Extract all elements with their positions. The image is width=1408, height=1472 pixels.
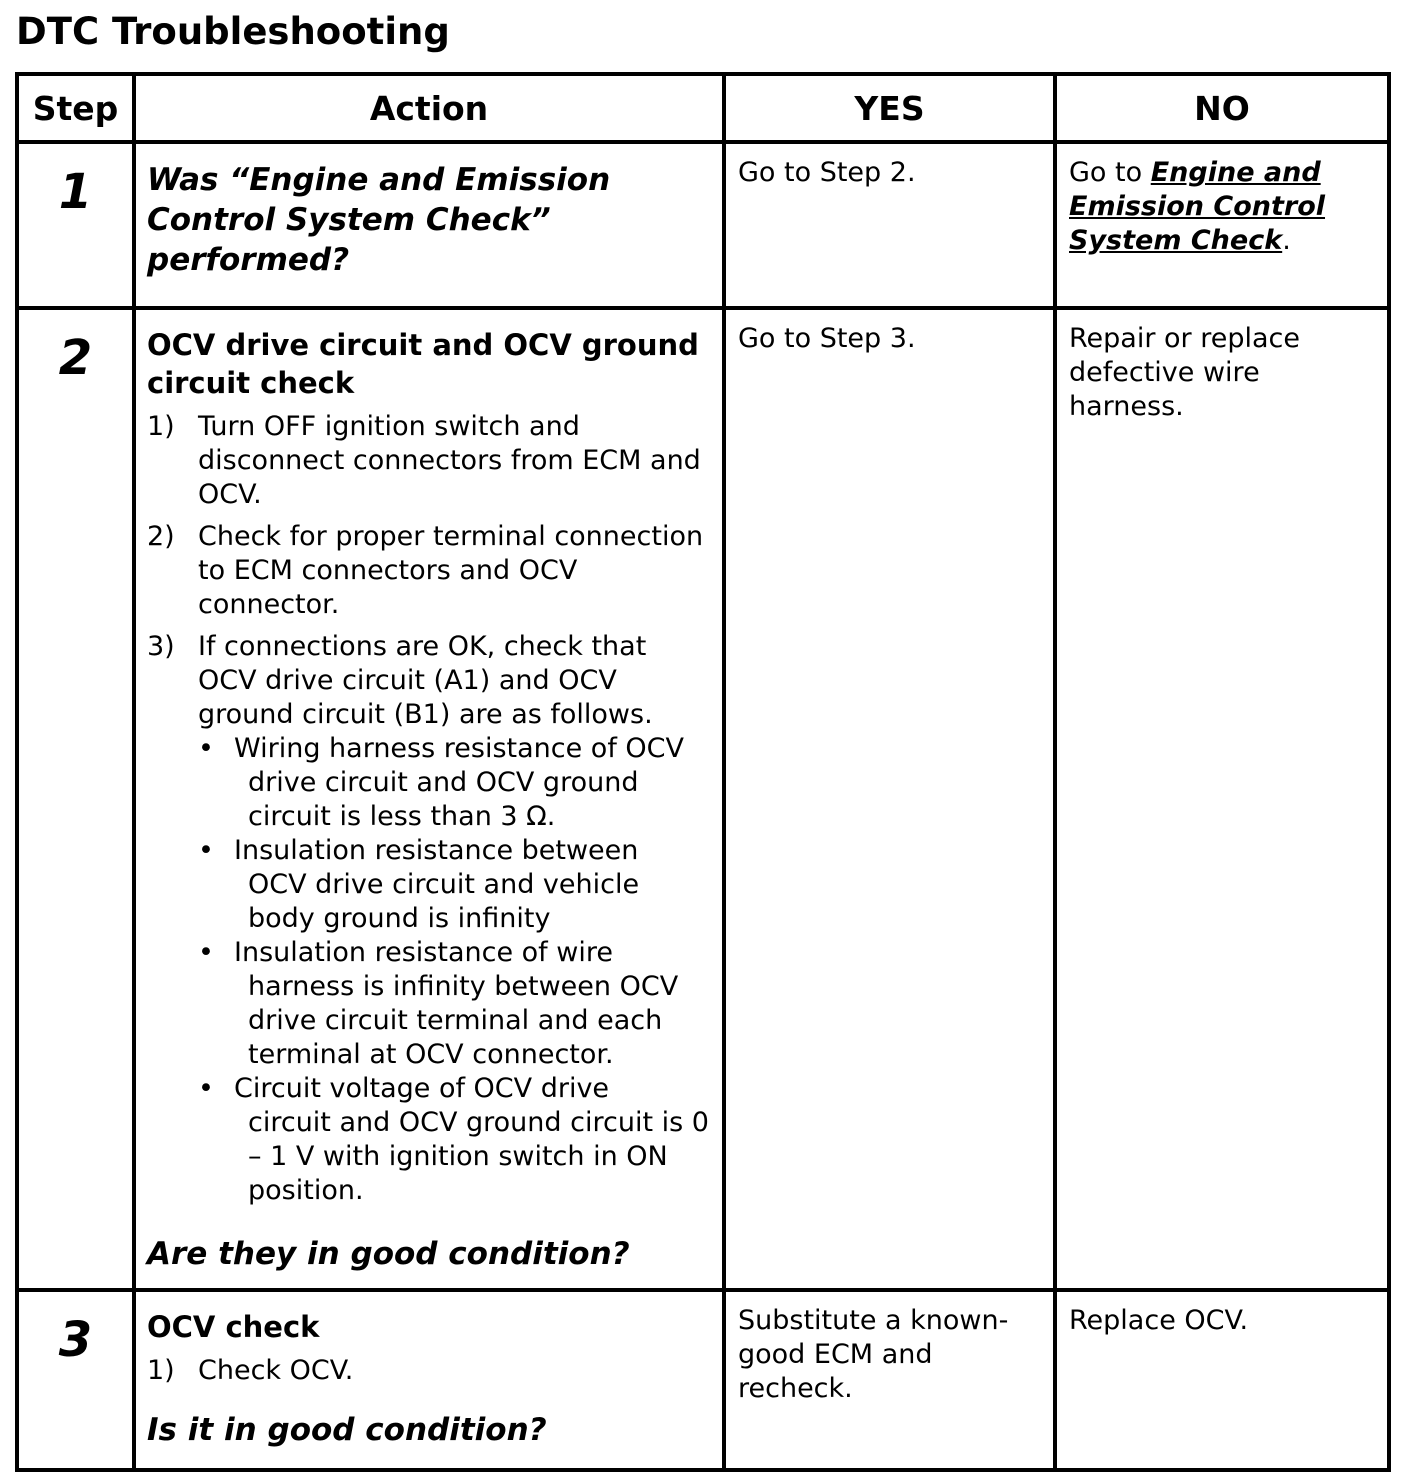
condition-item [198,1072,712,1208]
bullet-icon: • [198,937,214,968]
table-row [17,1290,1389,1470]
condition-text: Circuit voltage of OCV drive [234,1073,610,1104]
step-index: 3) [147,631,175,662]
step-text-content: If connections are OK, check that OCV drive circuit (A1) and OCV ground circuit (B1) are as follows. [198,631,653,730]
procedure-step [147,1354,712,1388]
header-yes: YES [724,74,1055,142]
condition-item [198,732,712,834]
header-no: NO [1055,74,1389,142]
step-text [198,630,712,1208]
page-title: DTC Troubleshooting [16,10,450,53]
no-cell: Repair or replace defective wire harness. [1055,308,1389,1290]
action-title: OCV check [147,1310,320,1344]
bullet-icon: • [198,835,214,866]
procedure-step [147,630,712,1208]
condition-text: OCV drive circuit and vehicle body ground is infinity [248,869,640,934]
engine-emission-check-link[interactable]: Engine and Emission Control System Check [1069,157,1326,256]
action-cell [134,1290,724,1470]
condition-text: drive circuit and OCV ground circuit is less than 3 Ω. [248,767,639,832]
yes-cell: Go to Step 2. [724,142,1055,308]
condition-text: Wiring harness resistance of OCV [234,733,684,764]
step-index: 1) [147,411,175,442]
procedure-step [147,520,712,622]
header-step: Step [17,74,134,142]
action-question: Are they in good condition? [147,1236,630,1272]
step-number: 2 [17,308,134,1290]
step-index: 2) [147,521,175,552]
condition-item [198,834,712,936]
action-title: OCV drive circuit and OCV ground circuit check [147,328,699,400]
action-cell [134,308,724,1290]
condition-text: harness is infinity between OCV drive circuit terminal and each terminal at OCV connector. [248,971,679,1070]
procedure-steps [147,410,712,1208]
table-row [17,308,1389,1290]
bullet-icon: • [198,1073,214,1104]
procedure-step [147,410,712,512]
no-cell: Replace OCV. [1055,1290,1389,1470]
action-question: Was “Engine and Emission Control System Check” performed? [147,162,611,278]
step-index: 1) [147,1355,175,1386]
no-suffix: . [1282,225,1291,256]
header-action: Action [134,74,724,142]
condition-list [198,732,712,1208]
step-text: Turn OFF ignition switch and disconnect connectors from ECM and OCV. [198,411,701,510]
condition-text: Insulation resistance between [234,835,639,866]
action-cell [134,142,724,308]
step-text: Check OCV. [198,1355,354,1386]
procedure-steps [147,1354,712,1388]
table-row [17,142,1389,308]
action-question: Is it in good condition? [147,1412,547,1448]
yes-cell: Substitute a known-good ECM and recheck. [724,1290,1055,1470]
yes-cell: Go to Step 3. [724,308,1055,1290]
condition-text: circuit and OCV ground circuit is 0 – 1 V with ignition switch in ON position. [248,1107,709,1206]
no-prefix: Go to [1069,157,1151,188]
step-number: 3 [17,1290,134,1470]
table-header-row [17,74,1389,142]
step-text: Check for proper terminal connection to ECM connectors and OCV connector. [198,521,704,620]
condition-item [198,936,712,1072]
condition-text: Insulation resistance of wire [234,937,613,968]
no-cell [1055,142,1389,308]
step-number: 1 [17,142,134,308]
bullet-icon: • [198,733,214,764]
troubleshooting-table [15,72,1391,1472]
